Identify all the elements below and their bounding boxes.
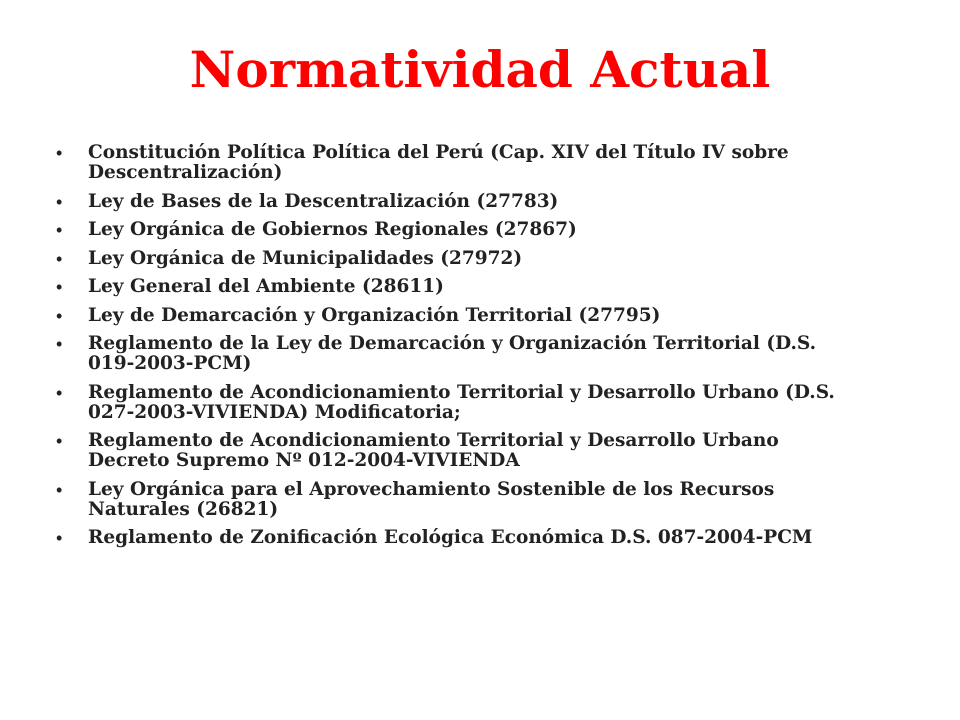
- bullet-text: Ley Orgánica para el Aprovechamiento Sostenible de los Recursos Naturales (26821): [88, 478, 775, 520]
- bullet-text: Ley de Bases de la Descentralización (27783): [88, 190, 559, 212]
- bullet-dot-icon: •: [56, 220, 63, 240]
- bullet-item: [56, 192, 856, 212]
- bullet-text: Ley Orgánica de Gobiernos Regionales (27867): [88, 219, 577, 240]
- bullet-item: [56, 480, 856, 520]
- bullet-dot-icon: •: [56, 248, 63, 269]
- bullet-item: [56, 220, 856, 240]
- bullet-dot-icon: •: [56, 382, 63, 403]
- bullet-dot-icon: •: [56, 305, 63, 326]
- bullet-list: [56, 143, 856, 557]
- bullet-text: Ley General del Ambiente (28611): [88, 276, 444, 297]
- bullet-item: [56, 528, 856, 548]
- bullet-text: Reglamento de Zonificación Ecológica Económica D.S. 087-2004-PCM: [88, 527, 813, 548]
- bullet-text: Reglamento de Acondicionamiento Territorial y Desarrollo Urbano Decreto Supremo Nº 012-2004-VIVIENDA: [88, 430, 779, 471]
- bullet-dot-icon: •: [56, 334, 63, 354]
- slide-title: Normatividad Actual: [189, 40, 771, 99]
- bullet-dot-icon: •: [56, 528, 63, 548]
- bullet-item: [56, 383, 856, 423]
- bullet-item: [56, 334, 856, 374]
- bullet-dot-icon: •: [56, 277, 63, 297]
- bullet-item: [56, 431, 856, 471]
- bullet-text: Ley de Demarcación y Organización Territorial (27795): [88, 304, 661, 326]
- bullet-dot-icon: •: [56, 191, 63, 212]
- bullet-item: [56, 249, 856, 269]
- bullet-dot-icon: •: [56, 143, 63, 163]
- bullet-item: [56, 306, 856, 326]
- bullet-text: Constitución Política Política del Perú (Cap. XIV del Título IV sobre Descentralización): [88, 142, 789, 183]
- bullet-item: [56, 277, 856, 297]
- bullet-dot-icon: •: [56, 431, 63, 451]
- bullet-text: Ley Orgánica de Municipalidades (27972): [88, 247, 523, 269]
- bullet-item: [56, 143, 856, 183]
- bullet-text: Reglamento de Acondicionamiento Territorial y Desarrollo Urbano (D.S. 027-2003-VIVIENDA) Modificatoria;: [88, 381, 835, 423]
- bullet-text: Reglamento de la Ley de Demarcación y Organización Territorial (D.S. 019-2003-PCM): [88, 333, 817, 374]
- bullet-dot-icon: •: [56, 479, 63, 500]
